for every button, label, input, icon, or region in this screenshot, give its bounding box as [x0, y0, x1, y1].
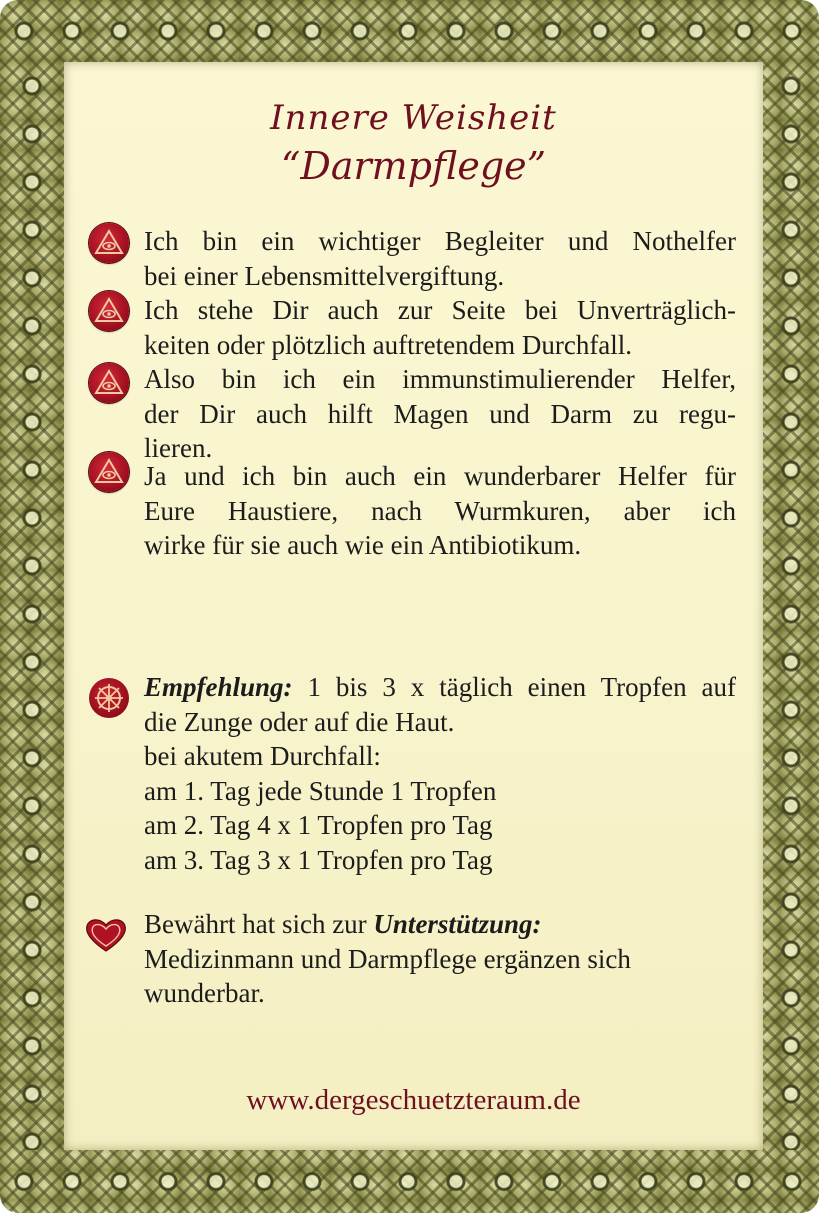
support-label: Unterstützung: — [373, 909, 542, 939]
eye-triangle-symbol — [89, 452, 129, 492]
recommendation-line: die Zunge oder auf die Haut. — [144, 706, 455, 737]
bullet-item-3 — [144, 362, 736, 466]
ornamental-frame-left — [0, 62, 64, 1150]
bullet-line: Ich bin ein wichtiger Begleiter und Nothelfer — [144, 226, 736, 256]
card-title: Innere Weisheit — [270, 98, 557, 138]
recommendation-block — [144, 670, 736, 878]
heart-icon — [83, 915, 129, 955]
eye-icon — [89, 291, 129, 331]
bullet-line: bei einer Lebensmittelvergiftung. — [144, 260, 505, 291]
bullet-item-2 — [144, 293, 736, 362]
eye-icon — [89, 223, 129, 263]
wheel-icon — [89, 678, 129, 718]
eye-triangle-symbol — [89, 363, 129, 403]
bullet-line: der Dir auch hilft Magen und Darm zu regu- — [144, 398, 736, 429]
dharma-wheel-symbol — [89, 678, 129, 718]
recommendation-label: Empfehlung: — [144, 672, 293, 702]
card-panel — [64, 62, 763, 1150]
bullet-item-4 — [144, 459, 736, 563]
support-prefix: Bewährt hat sich zur — [144, 909, 374, 939]
ornamental-frame-right — [763, 62, 819, 1150]
heart-symbol — [83, 915, 129, 955]
recommendation-first-text: 1 bis 3 x täglich einen Tropfen auf — [292, 672, 736, 702]
support-block — [144, 907, 736, 1011]
recommendation-line: am 3. Tag 3 x 1 Tropfen pro Tag — [144, 844, 493, 875]
recommendation-first-line — [144, 670, 736, 705]
support-first-line — [144, 907, 736, 942]
ornamental-frame-top — [0, 0, 819, 62]
eye-icon — [89, 452, 129, 492]
recommendation-line: am 1. Tag jede Stunde 1 Tropfen — [144, 775, 497, 806]
bullet-line: Also bin ich ein immunstimulierender Helfer, — [144, 364, 736, 394]
eye-triangle-symbol — [89, 223, 129, 263]
bullet-line: Ja und ich bin auch ein wunderbarer Helfer für — [144, 461, 736, 491]
bullet-line: Ich stehe Dir auch zur Seite bei Unverträglich- — [144, 295, 736, 325]
bullet-line: Eure Haustiere, nach Wurmkuren, aber ich — [144, 495, 736, 526]
support-line: wunderbar. — [144, 978, 265, 1009]
card-subtitle: “Darmpflege” — [280, 144, 547, 188]
website-link[interactable]: www.dergeschuetzteraum.de — [246, 1084, 581, 1116]
ornamental-frame-bottom — [0, 1150, 819, 1213]
bullet-line: keiten oder plötzlich auftretendem Durchfall. — [144, 329, 633, 360]
bullet-item-1 — [144, 224, 736, 293]
eye-triangle-symbol — [89, 291, 129, 331]
bullet-line: lieren. — [144, 433, 213, 464]
eye-icon — [89, 363, 129, 403]
bullet-line: wirke für sie auch wie ein Antibiotikum. — [144, 530, 582, 561]
recommendation-line: bei akutem Durchfall: — [144, 741, 381, 772]
recommendation-line: am 2. Tag 4 x 1 Tropfen pro Tag — [144, 810, 493, 841]
support-line: Medizinmann und Darmpflege ergänzen sich — [144, 943, 631, 974]
